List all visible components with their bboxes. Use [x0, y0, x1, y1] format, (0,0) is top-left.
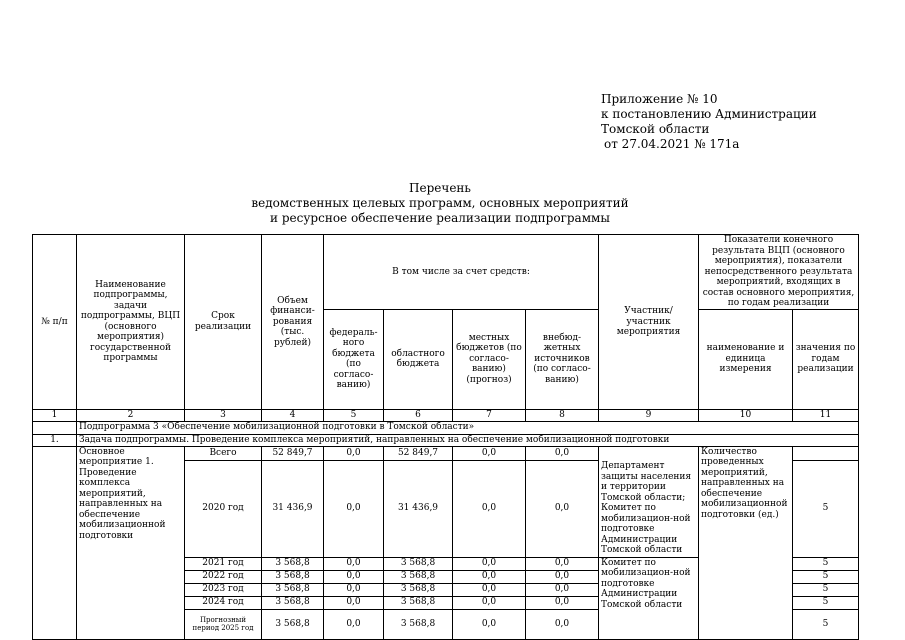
appendix-line: Томской области: [601, 122, 710, 136]
row-extra: 0,0: [526, 557, 599, 570]
row-term: 2023 год: [185, 583, 262, 596]
row-term: Всего: [185, 446, 262, 460]
col-number: 1: [33, 409, 77, 421]
row-value: 5: [793, 557, 859, 570]
title-line: Перечень: [409, 181, 471, 195]
row-volume: 3 568,8: [262, 583, 324, 596]
row-volume: 52 849,7: [262, 446, 324, 460]
task-num: 1.: [33, 434, 77, 446]
header-local: местных бюджетов (по согласо-ванию) (прогноз): [453, 309, 526, 409]
row-federal: 0,0: [324, 570, 384, 583]
empty-cell: [33, 421, 77, 434]
row-local: 0,0: [453, 609, 526, 639]
row-regional: 3 568,8: [384, 596, 453, 609]
row-regional: 3 568,8: [384, 609, 453, 639]
row-extra: 0,0: [526, 583, 599, 596]
header-num: № п/п: [33, 235, 77, 410]
row-value: 5: [793, 583, 859, 596]
title-line: и ресурсное обеспечение реализации подпрограммы: [270, 211, 610, 225]
row-federal: 0,0: [324, 557, 384, 570]
header-indicator-values: значения по годам реализации: [793, 309, 859, 409]
col-number: 2: [77, 409, 185, 421]
header-extra: внебюд-жетных источников (по согласо-ванию): [526, 309, 599, 409]
header-name: Наименование подпрограммы, задачи подпрограммы, ВЦП (основного мероприятия) государственной программы: [77, 235, 185, 410]
appendix-line: к постановлению Администрации: [601, 107, 817, 121]
row-value: 5: [793, 609, 859, 639]
row-federal: 0,0: [324, 583, 384, 596]
row-federal: 0,0: [324, 596, 384, 609]
row-local: 0,0: [453, 446, 526, 460]
empty-cell: [599, 446, 699, 460]
row-local: 0,0: [453, 583, 526, 596]
col-number: 10: [699, 409, 793, 421]
col-number: 8: [526, 409, 599, 421]
row-term: 2024 год: [185, 596, 262, 609]
row-local: 0,0: [453, 570, 526, 583]
row-volume: 3 568,8: [262, 609, 324, 639]
row-regional: 3 568,8: [384, 583, 453, 596]
row-federal: 0,0: [324, 446, 384, 460]
col-number: 4: [262, 409, 324, 421]
row-term: Прогнозный период 2025 год: [185, 609, 262, 639]
row-extra: 0,0: [526, 446, 599, 460]
header-participant: Участник/ участник мероприятия: [599, 235, 699, 410]
header-including: В том числе за счет средств:: [324, 235, 599, 310]
row-extra: 0,0: [526, 596, 599, 609]
row-value: 5: [793, 596, 859, 609]
row-volume: 3 568,8: [262, 557, 324, 570]
header-term: Срок реализации: [185, 235, 262, 410]
row-value: 5: [793, 460, 859, 557]
col-number: 9: [599, 409, 699, 421]
row-volume: 31 436,9: [262, 460, 324, 557]
col-number: 3: [185, 409, 262, 421]
header-indicator-name: наименование и единица измерения: [699, 309, 793, 409]
col-number: 11: [793, 409, 859, 421]
row-extra: 0,0: [526, 460, 599, 557]
program-table: [32, 234, 859, 640]
header-regional: областного бюджета: [384, 309, 453, 409]
row-term: 2021 год: [185, 557, 262, 570]
row-value: 5: [793, 570, 859, 583]
header-volume: Объем финанси-рования (тыс. рублей): [262, 235, 324, 410]
document-title: [0, 181, 880, 226]
row-term: 2020 год: [185, 460, 262, 557]
empty-cell: [33, 446, 77, 639]
row-extra: 0,0: [526, 609, 599, 639]
row-local: 0,0: [453, 557, 526, 570]
appendix-block: [601, 92, 817, 152]
appendix-line: от 27.04.2021 № 171а: [604, 137, 740, 151]
title-line: ведомственных целевых программ, основных мероприятий: [251, 196, 629, 210]
header-indicators: Показатели конечного результата ВЦП (основного мероприятия), показатели непосредственного результата мероприятий, входящих в состав основного мероприятия, по годам реализации: [699, 235, 859, 310]
header-federal: федераль-ного бюджета (по согласо-ванию): [324, 309, 384, 409]
col-number: 6: [384, 409, 453, 421]
row-regional: 31 436,9: [384, 460, 453, 557]
row-federal: 0,0: [324, 460, 384, 557]
indicator-name: Количество проведенных мероприятий, направленных на обеспечение мобилизационной подготовки (ед.): [699, 446, 793, 639]
appendix-line: Приложение № 10: [601, 92, 718, 106]
row-local: 0,0: [453, 460, 526, 557]
row-extra: 0,0: [526, 570, 599, 583]
row-regional: 52 849,7: [384, 446, 453, 460]
row-volume: 3 568,8: [262, 570, 324, 583]
subprogram-row: Подпрограмма 3 «Обеспечение мобилизационной подготовки в Томской области»: [77, 421, 859, 434]
row-regional: 3 568,8: [384, 570, 453, 583]
task-row: Задача подпрограммы. Проведение комплекса мероприятий, направленных на обеспечение мобилизационной подготовки: [77, 434, 859, 446]
row-term: 2022 год: [185, 570, 262, 583]
col-number: 5: [324, 409, 384, 421]
row-regional: 3 568,8: [384, 557, 453, 570]
col-number: 7: [453, 409, 526, 421]
measure-name: Основное мероприятие 1. Проведение комплекса мероприятий, направленных на обеспечение мобилизационной подготовки: [77, 446, 185, 639]
row-local: 0,0: [453, 596, 526, 609]
participant-1: Департамент защиты населения и территории Томской области; Комитет по мобилизацион-ной подготовке Администрации Томской области: [599, 460, 699, 557]
row-value: [793, 446, 859, 460]
row-volume: 3 568,8: [262, 596, 324, 609]
row-federal: 0,0: [324, 609, 384, 639]
participant-2: Комитет по мобилизацион-ной подготовке Администрации Томской области: [599, 557, 699, 639]
